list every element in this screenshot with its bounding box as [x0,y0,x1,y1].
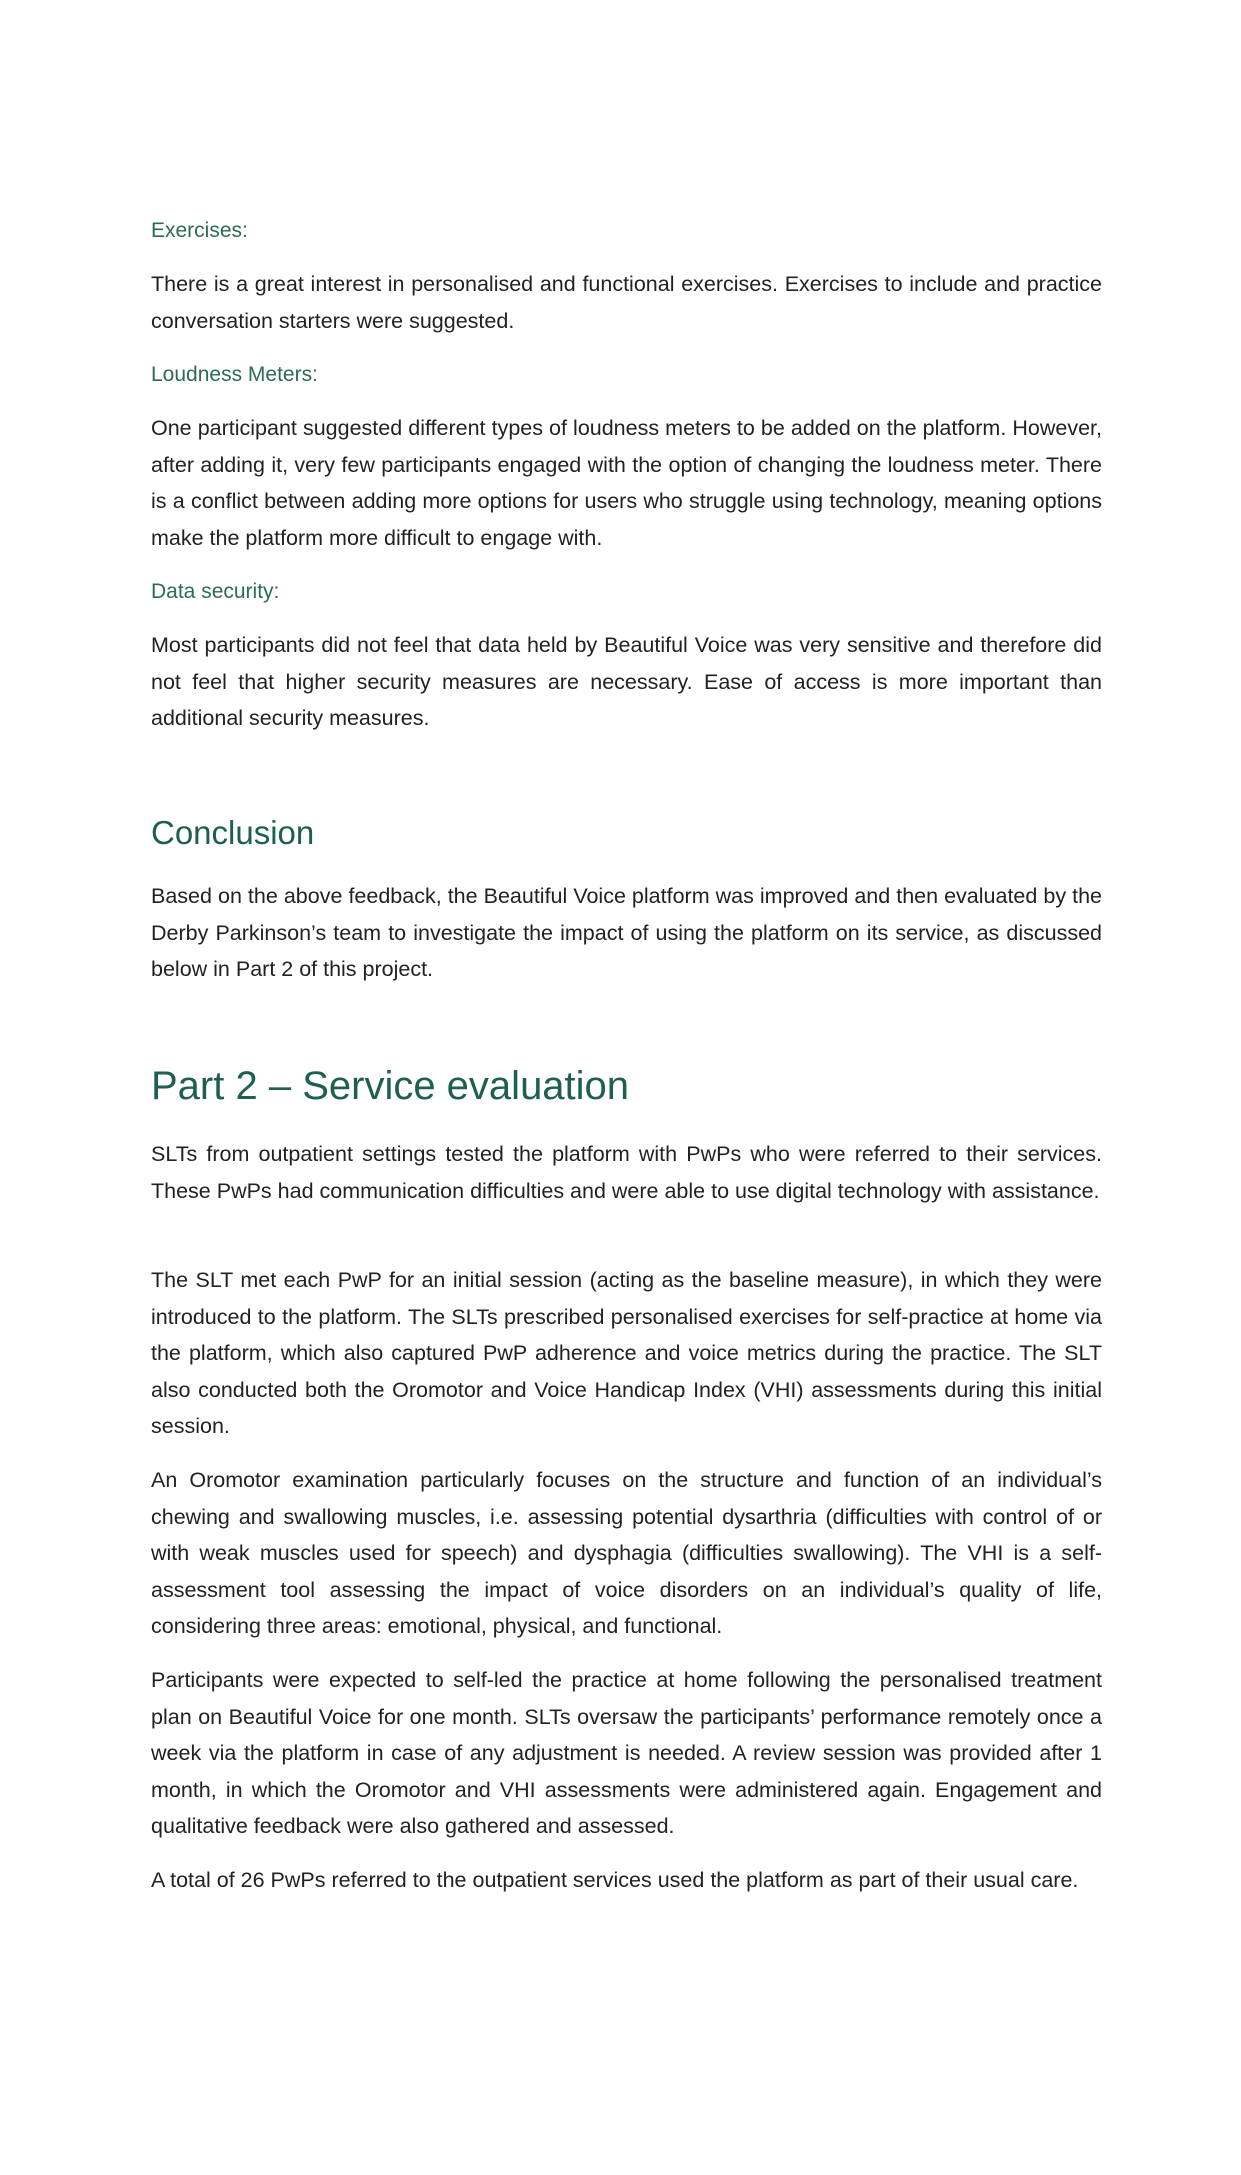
part2-paragraph-2: The SLT met each PwP for an initial session (acting as the baseline measure), in which they were introduced to the platform. The SLTs prescribed personalised exercises for self-practice at home via the platform, which also captured PwP adherence and voice metrics during the practice. The SLT also conducted both the Oromotor and Voice Handicap Index (VHI) assessments during this initial session. [151,1268,1102,1439]
exercises-heading: Exercises: [151,219,248,242]
part2-paragraph-5: A total of 26 PwPs referred to the outpatient services used the platform as part of their usual care. [151,1868,1079,1892]
part2-paragraph-1: SLTs from outpatient settings tested the platform with PwPs who were referred to their services. These PwPs had communication difficulties and were able to use digital technology with assistance. [151,1142,1102,1203]
part2-heading: Part 2 – Service evaluation [151,1064,630,1108]
conclusion-heading: Conclusion [151,814,315,851]
part2-paragraph-4: Participants were expected to self-led the practice at home following the personalised treatment plan on Beautiful Voice for one month. SLTs oversaw the participants’ performance remotely once a week via the platform in case of any adjustment is needed. A review session was provided after 1 month, in which the Oromotor and VHI assessments were administered again. Engagement and qualitative feedback were also gathered and assessed. [151,1668,1102,1839]
data-security-paragraph: Most participants did not feel that data held by Beautiful Voice was very sensitive and therefore did not feel that higher security measures are necessary. Ease of access is more important than additional security measures. [151,633,1102,731]
exercises-paragraph: There is a great interest in personalised and functional exercises. Exercises to include and practice conversation starters were suggested. [151,272,1102,333]
part2-paragraph-3: An Oromotor examination particularly focuses on the structure and function of an individual’s chewing and swallowing muscles, i.e. assessing potential dysarthria (difficulties with control of or with weak muscles used for speech) and dysphagia (difficulties swallowing). The VHI is a self-assessment tool assessing the impact of voice disorders on an individual’s quality of life, considering three areas: emotional, physical, and functional. [151,1468,1102,1639]
data-security-heading: Data security: [151,580,280,603]
conclusion-paragraph: Based on the above feedback, the Beautiful Voice platform was improved and then evaluated by the Derby Parkinson’s team to investigate the impact of using the platform on its service, as discussed below in Part 2 of this project. [151,884,1102,982]
loudness-meters-heading: Loudness Meters: [151,363,318,386]
loudness-meters-paragraph: One participant suggested different types of loudness meters to be added on the platform. However, after adding it, very few participants engaged with the option of changing the loudness meter. There is a conflict between adding more options for users who struggle using technology, meaning options make the platform more difficult to engage with. [151,416,1102,550]
